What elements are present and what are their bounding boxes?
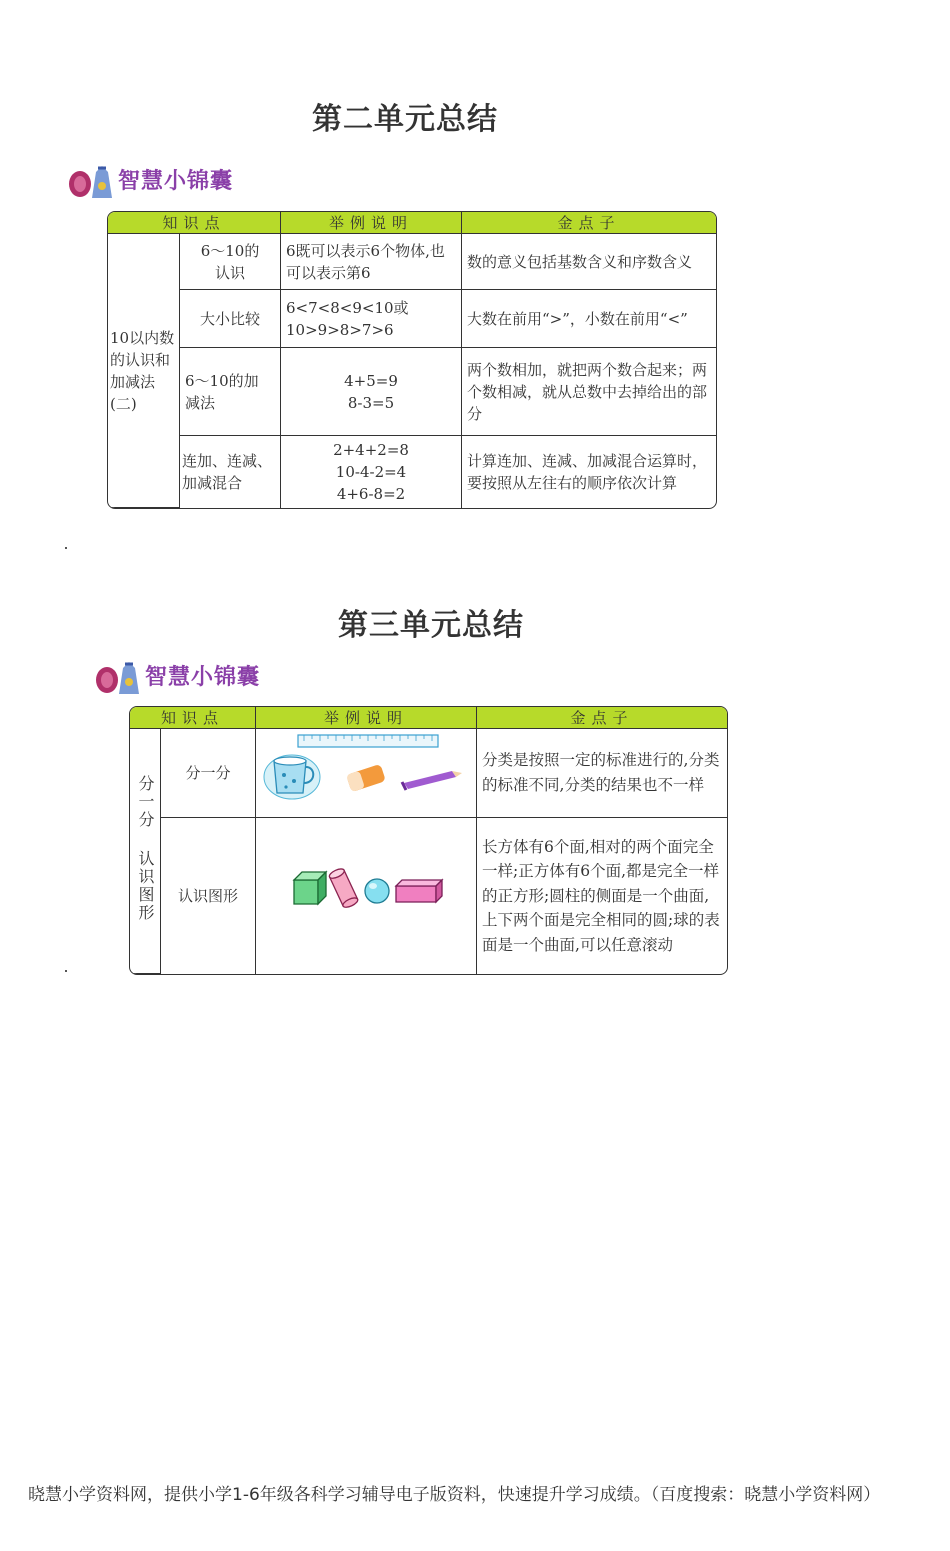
treasure-bag-icon xyxy=(93,654,141,696)
topic-cell: 大小比较 xyxy=(180,290,281,348)
tip-cell: 分类是按照一定的标准进行的,分类的标准不同,分类的结果也不一样 xyxy=(477,729,727,818)
ruler-icon xyxy=(298,735,438,747)
classification-illustration xyxy=(256,729,477,811)
example-cell: 4+5=9 8-3=5 xyxy=(281,348,462,436)
stray-dot xyxy=(65,547,67,549)
shapes-illustration xyxy=(256,818,477,968)
topic-cell: 6～10的加 减法 xyxy=(180,348,281,436)
group-label: 分一分 认识图形 xyxy=(136,774,155,922)
example-cell: 6既可以表示6个物体,也可以表示第6 xyxy=(281,234,462,290)
unit-2-badge xyxy=(66,158,233,200)
header-example: 举例说明 xyxy=(281,212,462,234)
unit-3-title: 第三单元总结 xyxy=(338,608,524,643)
table-row xyxy=(108,348,716,436)
group-cell xyxy=(130,729,161,974)
example-cell xyxy=(256,729,477,818)
topic-cell: 分一分 xyxy=(161,729,256,818)
header-tip: 金点子 xyxy=(462,212,716,234)
header-knowledge: 知识点 xyxy=(130,707,256,729)
tip-cell: 长方体有6个面,相对的两个面完全一样;正方体有6个面,都是完全一样的正方形;圆柱的侧面是一个曲面,上下两个面是完全相同的圆;球的表面是一个曲面,可以任意滚动 xyxy=(482,837,720,954)
table-row xyxy=(130,818,727,974)
tip-cell: 大数在前用“>”，小数在前用“<” xyxy=(462,290,716,348)
cup-icon xyxy=(264,755,320,799)
unit-3-summary-table xyxy=(129,706,728,975)
unit-2-summary-table xyxy=(107,211,717,509)
topic-cell: 认识图形 xyxy=(161,818,256,974)
example-cell: 6<7<8<9<10或 10>9>8>7>6 xyxy=(281,290,462,348)
cuboid-icon xyxy=(396,880,442,902)
unit-3-badge xyxy=(93,654,260,696)
table-row xyxy=(108,234,716,290)
unit-2-title: 第二单元总结 xyxy=(312,102,498,137)
tip-cell: 数的意义包括基数含义和序数含义 xyxy=(462,234,716,290)
badge-label: 智慧小锦囊 xyxy=(145,664,261,690)
topic-cell: 6～10的 认识 xyxy=(180,234,281,290)
group-cell: 10以内数的认识和加减法(二) xyxy=(108,234,180,508)
tip-cell: 两个数相加，就把两个数合起来；两个数相减，就从总数中去掉给出的部分 xyxy=(462,348,716,436)
stray-dot xyxy=(65,970,67,972)
topic-cell: 连加、连减、 加减混合 xyxy=(180,436,281,508)
cube-icon xyxy=(294,872,326,904)
tip-cell: 计算连加、连减、加减混合运算时，要按照从左往右的顺序依次计算 xyxy=(467,452,708,492)
cylinder-icon xyxy=(328,867,359,909)
table-row xyxy=(130,729,727,818)
table-header-row xyxy=(130,707,727,729)
footer-text: 晓慧小学资料网，提供小学1-6年级各科学习辅导电子版资料，快速提升学习成绩。（百度搜索：晓慧小学资料网） xyxy=(28,1485,881,1505)
header-knowledge: 知识点 xyxy=(108,212,281,234)
table-row xyxy=(108,290,716,348)
header-tip: 金点子 xyxy=(477,707,727,729)
sphere-icon xyxy=(365,879,389,903)
example-cell xyxy=(256,818,477,974)
header-example: 举例说明 xyxy=(256,707,477,729)
badge-label: 智慧小锦囊 xyxy=(118,168,234,194)
table-header-row xyxy=(108,212,716,234)
pencil-icon xyxy=(402,771,462,790)
eraser-icon xyxy=(346,764,386,792)
example-cell: 2+4+2=8 10-4-2=4 4+6-8=2 xyxy=(281,436,462,508)
treasure-bag-icon xyxy=(66,158,114,200)
table-row xyxy=(108,436,716,508)
